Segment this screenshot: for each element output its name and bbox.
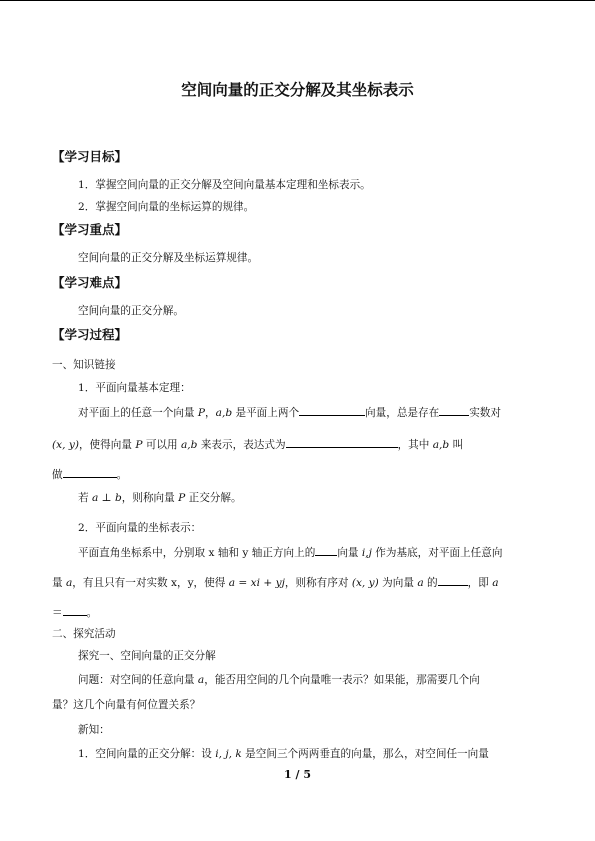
- text: ＝: [52, 607, 63, 619]
- text: 量: [52, 577, 66, 589]
- vector-ab: a,b: [432, 439, 450, 451]
- vector-a: a: [492, 577, 499, 589]
- coord-line-2: [52, 574, 499, 590]
- fill-blank: [63, 466, 117, 478]
- question-line-1: [78, 672, 480, 687]
- new-knowledge-label: 新知：: [78, 724, 110, 736]
- text: 。: [116, 469, 128, 481]
- text: 叫: [449, 439, 464, 451]
- equation: a = xi + yj: [228, 577, 285, 589]
- text: ，使得向量: [78, 439, 136, 451]
- fill-blank: [286, 436, 398, 448]
- text: ，则称有序对: [284, 577, 352, 589]
- text: 向量: [337, 547, 362, 559]
- text: ，即: [467, 577, 493, 589]
- fill-blank: [315, 544, 337, 556]
- hard-text: 空间向量的正交分解。: [78, 305, 184, 317]
- text: ，则称向量: [121, 492, 179, 504]
- vector-a: a: [417, 577, 424, 589]
- text: 问题：对空间的任意向量: [78, 674, 198, 686]
- text: 做: [52, 469, 63, 481]
- item1-heading: 1．平面向量基本定理：: [78, 382, 191, 394]
- explore1-heading: 探究一、空间向量的正交分解: [78, 650, 216, 662]
- text: 对平面上的任意一个向量: [78, 407, 198, 419]
- text: ，: [205, 407, 216, 419]
- text: 向量，总是存在: [365, 407, 440, 419]
- text: 实数对: [469, 407, 501, 419]
- pair-xy: (x, y): [351, 577, 379, 589]
- coord-line-3: [52, 604, 97, 620]
- coord-line-1: [78, 544, 502, 560]
- page-number: 1 / 5: [284, 768, 311, 781]
- fill-blank: [299, 404, 365, 416]
- text: 正交分解。: [185, 492, 242, 504]
- vector-ij: i,j: [361, 547, 372, 559]
- vector-ab: a,b: [180, 439, 198, 451]
- goal-heading: 【学习目标】: [52, 149, 128, 164]
- orthogonal-line: [78, 490, 242, 505]
- text: 若: [78, 492, 92, 504]
- text: 作为基底，对平面上任意向: [371, 547, 503, 559]
- perp-expression: a ⊥ b: [91, 492, 122, 504]
- text: ，能否用空间的几个向量唯一表示？如果能，那需要几个向: [204, 674, 480, 686]
- text: 的: [423, 577, 438, 589]
- page-title: 空间向量的正交分解及其坐标表示: [181, 80, 414, 99]
- vector-p: P: [197, 407, 206, 419]
- text: ，其中: [397, 439, 433, 451]
- decomposition-line: [78, 746, 489, 761]
- text: 来表示，表达式为: [197, 439, 286, 451]
- goal-item-1: 1．掌握空间向量的正交分解及空间向量基本定理和坐标表示。: [78, 179, 371, 191]
- hard-heading: 【学习难点】: [52, 275, 128, 290]
- fill-blank: [438, 574, 468, 586]
- text: 是平面上两个: [232, 407, 300, 419]
- part1-heading: 一、知识链接: [52, 359, 116, 371]
- vector-p: P: [178, 492, 186, 504]
- vector-p: P: [135, 439, 143, 451]
- fill-blank: [63, 604, 87, 616]
- vector-a: a: [197, 674, 205, 686]
- theorem-line-1: [78, 404, 501, 420]
- vector-a: a: [65, 577, 73, 589]
- fill-blank: [439, 404, 469, 416]
- key-text: 空间向量的正交分解及坐标运算规律。: [78, 252, 259, 264]
- text: 1．空间向量的正交分解：设: [78, 748, 216, 760]
- key-heading: 【学习重点】: [52, 222, 128, 237]
- theorem-line-3: [52, 466, 127, 482]
- vector-ijk: i, j, k: [215, 748, 242, 760]
- text: 可以用: [142, 439, 181, 451]
- question-line-2: 量？这几个向量有何位置关系？: [52, 699, 201, 711]
- text: 为向量: [378, 577, 418, 589]
- text: 是空间三个两两垂直的向量，那么，对空间任一向量: [241, 748, 489, 760]
- vector-ab: a,b: [215, 407, 233, 419]
- goal-item-2: 2．掌握空间向量的坐标运算的规律。: [78, 201, 255, 213]
- top-border-line: [0, 0, 595, 1]
- part2-heading: 二、探究活动: [52, 628, 116, 640]
- pair-xy: (x, y): [52, 439, 79, 451]
- process-heading: 【学习过程】: [52, 327, 128, 342]
- text: ，有且只有一对实数 x，y，使得: [72, 577, 229, 589]
- theorem-line-2: [52, 436, 463, 452]
- item2-heading: 2．平面向量的坐标表示：: [78, 522, 202, 534]
- text: 。: [86, 607, 98, 619]
- text: 平面直角坐标系中，分别取 x 轴和 y 轴正方向上的: [78, 547, 316, 559]
